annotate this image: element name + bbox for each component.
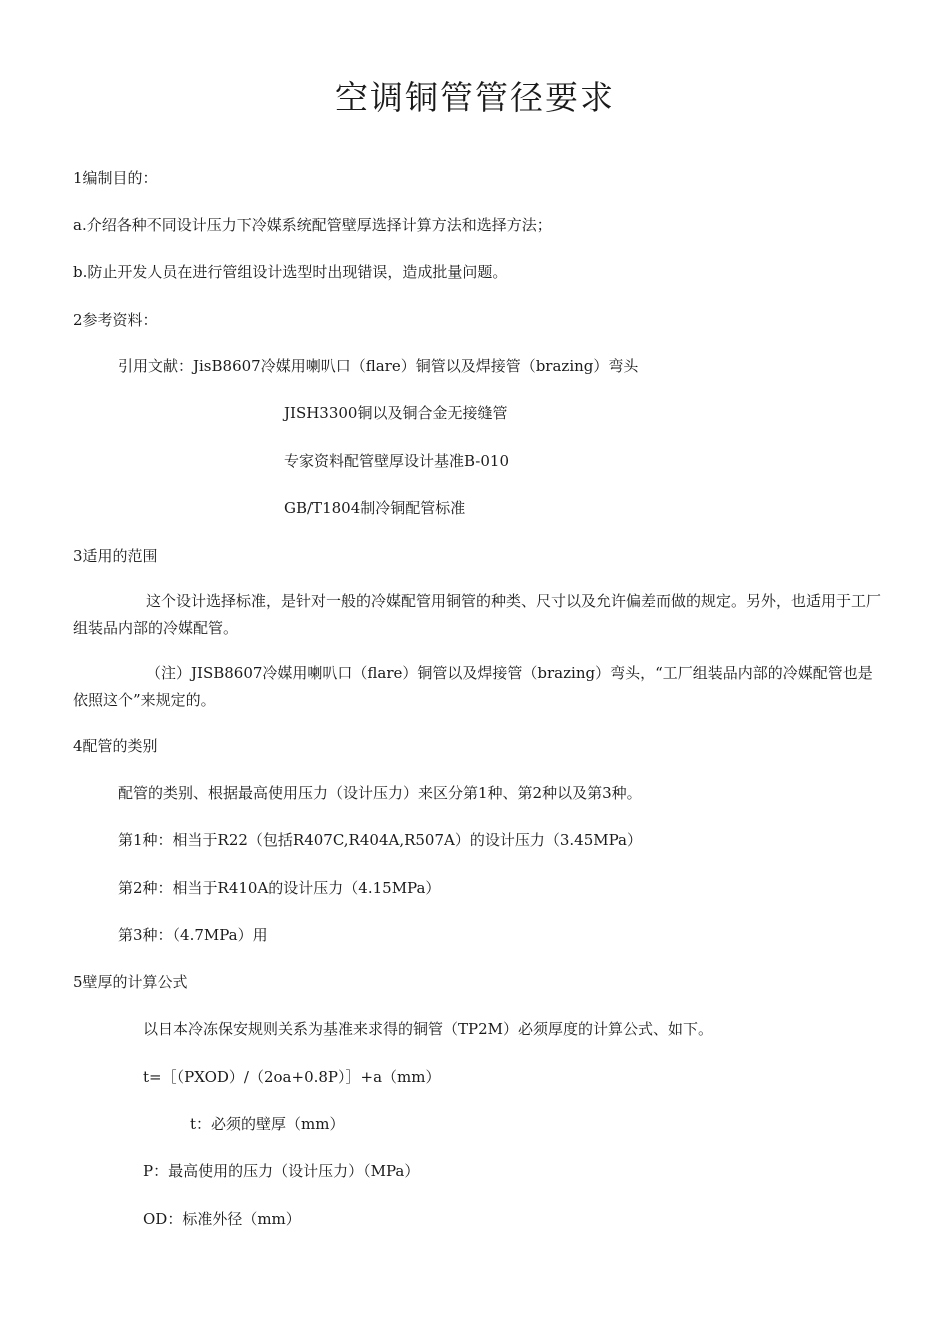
purpose-item-a: a.介绍各种不同设计压力下冷媒系统配管壁厚选择计算方法和选择方法； [73, 216, 552, 234]
reference-item: 引用文献：JisB8607冷媒用喇叭口（flare）铜管以及焊接管（brazing）弯头 [118, 357, 639, 375]
reference-item: JISH3300铜以及铜合金无接缝管 [284, 404, 508, 422]
pipe-type-item: 第1种：相当于R22（包括R407C,R404A,R507A）的设计压力（3.45MPa） [118, 831, 642, 849]
section-4-heading: 4配管的类别 [73, 737, 158, 755]
formula-variable: OD：标准外径（mm） [143, 1210, 301, 1228]
pipe-type-item: 第2种：相当于R410A的设计压力（4.15MPa） [118, 879, 441, 897]
formula-variable: t：必须的壁厚（mm） [190, 1115, 345, 1133]
formula-intro: 以日本冷冻保安规则关系为基准来求得的铜管（TP2M）必须厚度的计算公式、如下。 [143, 1020, 714, 1038]
section-2-heading: 2参考资料： [73, 311, 158, 329]
pipe-category-intro: 配管的类别、根据最高使用压力（设计压力）来区分第1种、第2种以及第3种。 [118, 784, 642, 802]
thickness-formula: t=［（PXOD）/（2oa+0.8P）］+a（mm） [143, 1068, 441, 1086]
document-title: 空调铜管管径要求 [335, 78, 615, 117]
reference-item: 专家资料配管壁厚设计基准B-010 [284, 452, 510, 470]
scope-note-paragraph: （注）JISB8607冷媒用喇叭口（flare）铜管以及焊接管（brazing）弯头，“工厂组装品内部的冷媒配管也是依照这个”来规定的。 [73, 664, 873, 709]
section-5-heading: 5壁厚的计算公式 [73, 973, 188, 991]
formula-variable: P：最高使用的压力（设计压力）（MPa） [143, 1162, 420, 1180]
reference-item: GB/T1804制冷铜配管标准 [284, 499, 466, 517]
scope-paragraph: 这个设计选择标准，是针对一般的冷媒配管用铜管的种类、尺寸以及允许偏差而做的规定。另外，也适用于工厂组装品内部的冷媒配管。 [73, 592, 882, 637]
section-3-heading: 3适用的范围 [73, 547, 158, 565]
pipe-type-item: 第3种：（4.7MPa）用 [118, 926, 268, 944]
section-1-heading: 1编制目的： [73, 169, 158, 187]
purpose-item-b: b.防止开发人员在进行管组设计选型时出现错误，造成批量问题。 [73, 263, 508, 281]
